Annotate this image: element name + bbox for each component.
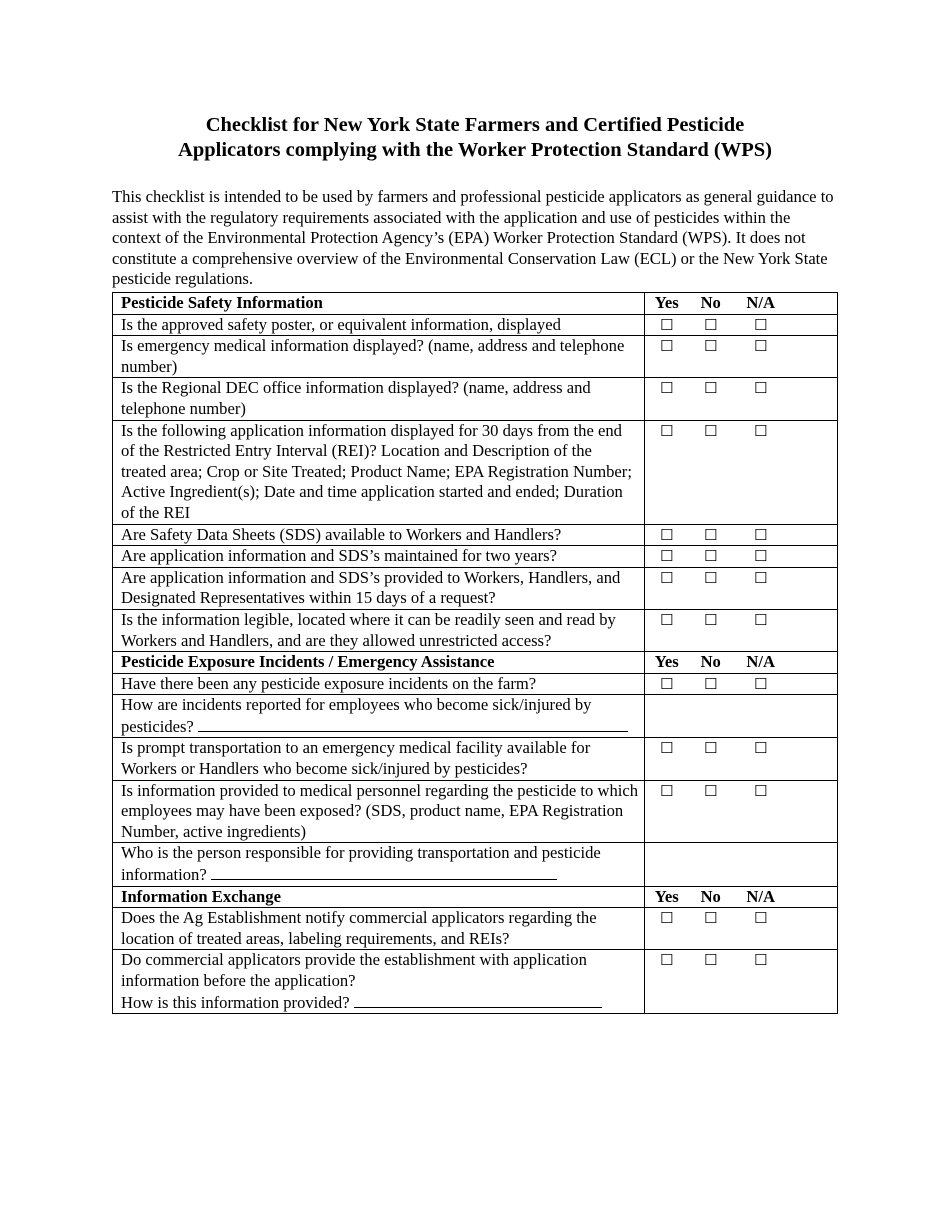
na-checkbox[interactable]: ☐ xyxy=(753,421,768,440)
yes-checkbox[interactable]: ☐ xyxy=(659,951,674,970)
no-checkbox[interactable]: ☐ xyxy=(703,674,718,693)
checklist-table xyxy=(112,292,838,1014)
na-checkbox[interactable]: ☐ xyxy=(753,568,768,587)
answer-blank-line[interactable] xyxy=(198,716,628,732)
no-checkbox[interactable]: ☐ xyxy=(703,315,718,334)
no-column-header: No xyxy=(700,293,721,312)
yes-checkbox[interactable]: ☐ xyxy=(659,674,674,693)
question-text: Is information provided to medical personnel regarding the pesticide to which employees may have been exposed? (SDS, product name, EPA Registration Number, active ingredients) xyxy=(113,780,645,843)
table-row xyxy=(113,843,838,886)
section-header-row xyxy=(113,293,838,315)
yes-checkbox[interactable]: ☐ xyxy=(659,739,674,758)
na-checkbox[interactable]: ☐ xyxy=(753,379,768,398)
no-checkbox[interactable]: ☐ xyxy=(703,568,718,587)
yes-checkbox[interactable]: ☐ xyxy=(659,525,674,544)
section-header-row xyxy=(113,886,838,908)
table-row xyxy=(113,780,838,843)
yes-checkbox[interactable]: ☐ xyxy=(659,315,674,334)
section-header-row xyxy=(113,652,838,674)
no-checkbox[interactable]: ☐ xyxy=(703,739,718,758)
question-text: How is this information provided? xyxy=(121,992,350,1012)
na-checkbox[interactable]: ☐ xyxy=(753,547,768,566)
question-text: How are incidents reported for employees who become sick/injured by pesticides? xyxy=(121,695,592,736)
yes-checkbox[interactable]: ☐ xyxy=(659,568,674,587)
yes-checkbox[interactable]: ☐ xyxy=(659,781,674,800)
question-text: Are Safety Data Sheets (SDS) available to Workers and Handlers? xyxy=(113,524,645,546)
table-row xyxy=(113,695,838,738)
question-text: Is prompt transportation to an emergency medical facility available for Workers or Handlers who become sick/injured by pesticides? xyxy=(113,738,645,780)
na-column-header: N/A xyxy=(746,652,775,672)
yes-column-header: Yes xyxy=(654,886,679,906)
no-checkbox[interactable]: ☐ xyxy=(703,610,718,629)
no-checkbox[interactable]: ☐ xyxy=(703,379,718,398)
question-text: Is the Regional DEC office information displayed? (name, address and telephone number) xyxy=(113,378,645,420)
yes-column-header: Yes xyxy=(654,293,679,312)
no-column-header: No xyxy=(700,652,721,672)
yes-column-header: Yes xyxy=(654,652,679,672)
na-checkbox[interactable]: ☐ xyxy=(753,909,768,928)
question-text: Is the approved safety poster, or equivalent information, displayed xyxy=(113,314,645,336)
answer-blank-line[interactable] xyxy=(354,992,602,1008)
na-checkbox[interactable]: ☐ xyxy=(753,951,768,970)
question-text: Is the information legible, located where it can be readily seen and read by Workers and Handlers, and are they allowed unrestricted access? xyxy=(113,609,645,651)
section-heading: Information Exchange xyxy=(113,886,645,908)
no-checkbox[interactable]: ☐ xyxy=(703,525,718,544)
table-row xyxy=(113,738,838,780)
na-column-header: N/A xyxy=(746,293,775,312)
title-line-1: Checklist for New York State Farmers and Certified Pesticide xyxy=(205,114,745,136)
question-text: Who is the person responsible for providing transportation and pesticide information? xyxy=(121,843,601,885)
section-heading: Pesticide Exposure Incidents / Emergency Assistance xyxy=(113,652,645,674)
table-row xyxy=(113,524,838,546)
document-title xyxy=(112,113,838,162)
question-text: Are application information and SDS’s maintained for two years? xyxy=(113,546,645,568)
na-checkbox[interactable]: ☐ xyxy=(753,674,768,693)
no-checkbox[interactable]: ☐ xyxy=(703,909,718,928)
yes-checkbox[interactable]: ☐ xyxy=(659,610,674,629)
na-checkbox[interactable]: ☐ xyxy=(753,315,768,334)
table-row xyxy=(113,378,838,420)
na-checkbox[interactable]: ☐ xyxy=(753,781,768,800)
table-row xyxy=(113,673,838,695)
question-text: Does the Ag Establishment notify commercial applicators regarding the location of treated areas, labeling requirements, and REIs? xyxy=(113,908,645,950)
table-row xyxy=(113,609,838,651)
intro-paragraph: This checklist is intended to be used by farmers and professional pesticide applicators as general guidance to assist with the regulatory requirements associated with the application and use of pesticides within the context of the Environmental Protection Agency’s (EPA) Worker Protection Standard (WPS). It does not constitute a comprehensive overview of the Environmental Conservation Law (ECL) or the New York State pesticide regulations. xyxy=(112,187,834,289)
table-row xyxy=(113,336,838,378)
section-heading: Pesticide Safety Information xyxy=(113,293,645,315)
question-text: Have there been any pesticide exposure incidents on the farm? xyxy=(113,673,645,695)
yes-checkbox[interactable]: ☐ xyxy=(659,379,674,398)
no-checkbox[interactable]: ☐ xyxy=(703,951,718,970)
no-checkbox[interactable]: ☐ xyxy=(703,547,718,566)
no-column-header: No xyxy=(700,886,721,906)
table-row xyxy=(113,546,838,568)
question-text: Do commercial applicators provide the establishment with application information before the application? xyxy=(121,950,587,990)
question-text: Is emergency medical information displayed? (name, address and telephone number) xyxy=(113,336,645,378)
na-checkbox[interactable]: ☐ xyxy=(753,739,768,758)
title-line-2: Applicators complying with the Worker Protection Standard (WPS) xyxy=(178,138,772,161)
table-row xyxy=(113,950,838,1014)
na-checkbox[interactable]: ☐ xyxy=(753,337,768,356)
na-column-header: N/A xyxy=(746,886,775,906)
no-checkbox[interactable]: ☐ xyxy=(703,781,718,800)
na-checkbox[interactable]: ☐ xyxy=(753,525,768,544)
yes-checkbox[interactable]: ☐ xyxy=(659,909,674,928)
yes-checkbox[interactable]: ☐ xyxy=(659,421,674,440)
table-row xyxy=(113,420,838,524)
no-checkbox[interactable]: ☐ xyxy=(703,337,718,356)
table-row xyxy=(113,908,838,950)
table-row xyxy=(113,567,838,609)
table-row xyxy=(113,314,838,336)
na-checkbox[interactable]: ☐ xyxy=(753,610,768,629)
yes-checkbox[interactable]: ☐ xyxy=(659,337,674,356)
answer-blank-line[interactable] xyxy=(211,864,557,880)
question-text: Are application information and SDS’s provided to Workers, Handlers, and Designated Representatives within 15 days of a request? xyxy=(113,567,645,609)
no-checkbox[interactable]: ☐ xyxy=(703,421,718,440)
yes-checkbox[interactable]: ☐ xyxy=(659,547,674,566)
question-text: Is the following application information displayed for 30 days from the end of the Restricted Entry Interval (REI)? Location and Description of the treated area; Crop or Site Treated; Product Name; EPA Registration Number; Active Ingredient(s); Date and time application started and ended; Duration of the REI xyxy=(113,420,645,524)
